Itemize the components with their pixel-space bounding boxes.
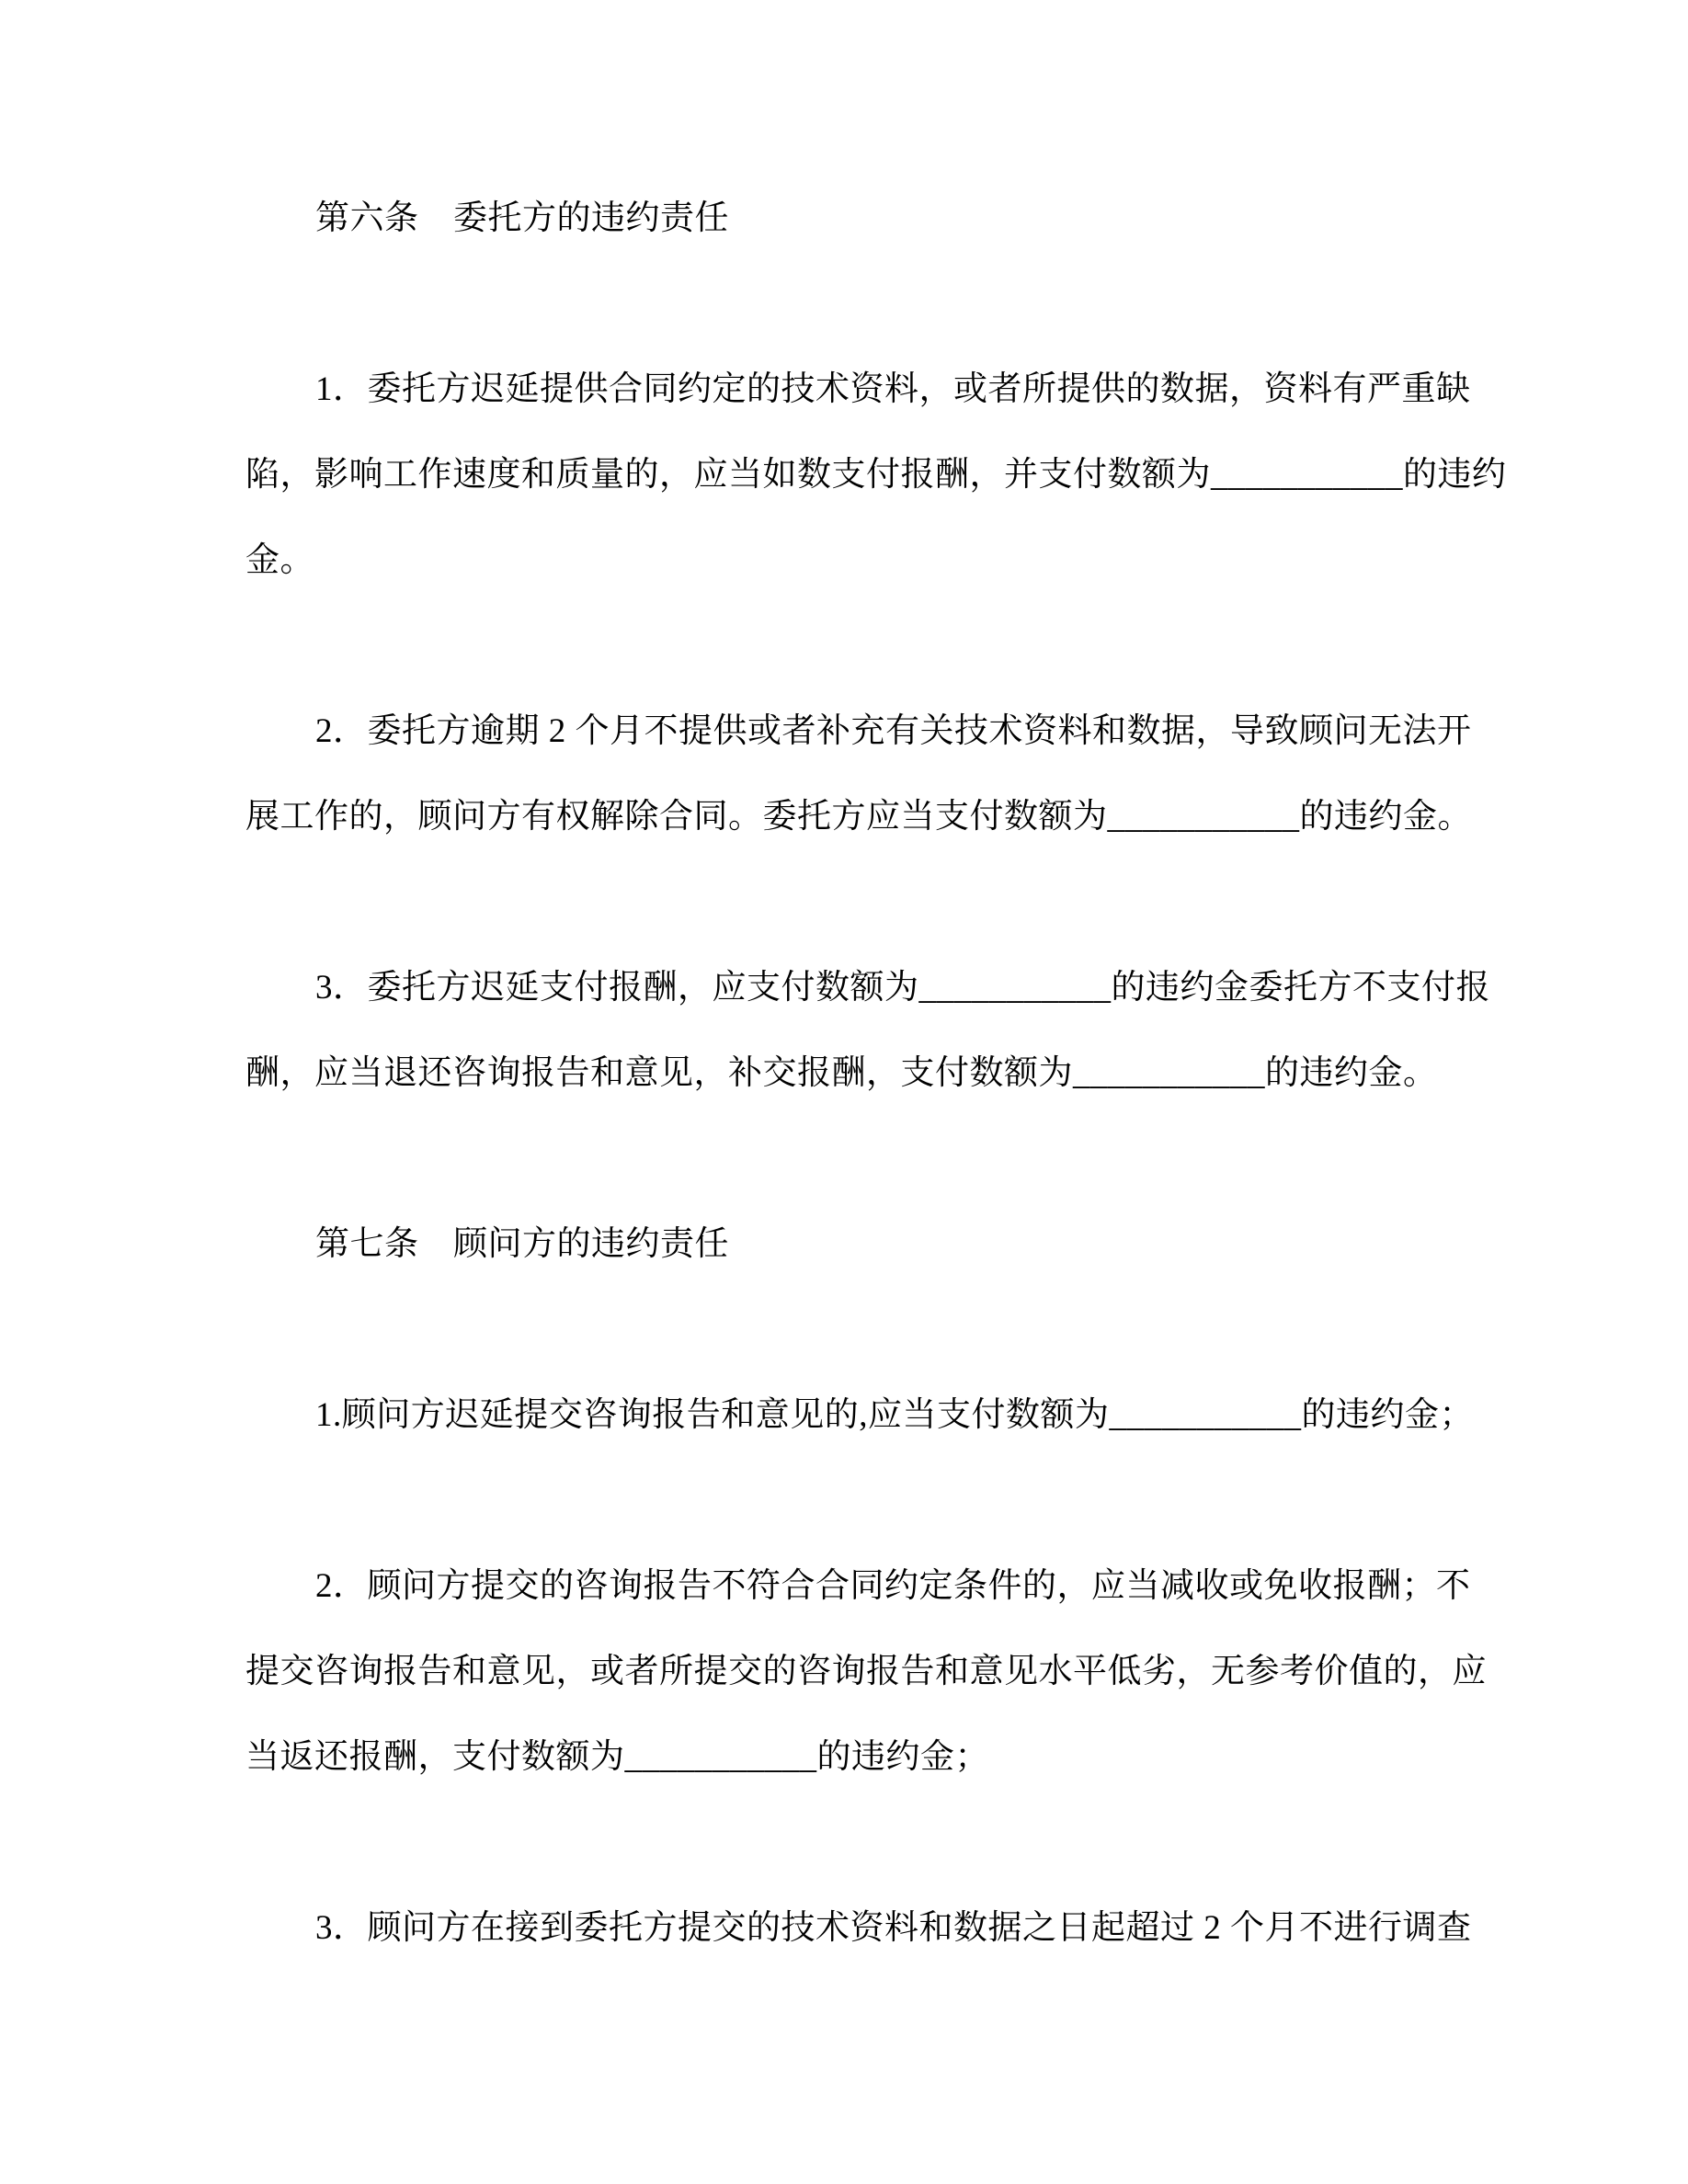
contract-paragraph: [245, 688, 1472, 859]
text-line: 2．委托方逾期 2 个月不提供或者补充有关技术资料和数据，导致顾问无法开: [315, 712, 1472, 750]
text-line: 陷，影响工作速度和质量的，应当如数支付报酬，并支付数额为___________的违约: [245, 456, 1507, 494]
heading-text: 第六条 委托方的违约责任: [315, 199, 729, 237]
contract-paragraph: [245, 1885, 1472, 1971]
text-line: 1.顾问方迟延提交咨询报告和意见的,应当支付数额为___________的违约金；: [315, 1396, 1474, 1434]
text-line: 酬，应当退还咨询报告和意见，补交报酬，支付数额为___________的违约金。: [245, 1054, 1438, 1092]
contract-paragraph: [245, 1543, 1487, 1800]
text-line: 当返还报酬，支付数额为___________的违约金；: [245, 1738, 989, 1776]
article-heading: [245, 176, 1458, 261]
article-heading: [245, 1201, 1458, 1287]
text-line: 3．顾问方在接到委托方提交的技术资料和数据之日起超过 2 个月不进行调查: [315, 1909, 1472, 1947]
contract-paragraph: [245, 347, 1507, 603]
text-line: 2．顾问方提交的咨询报告不符合合同约定条件的，应当减收或免收报酬；不: [315, 1567, 1471, 1605]
heading-text: 第七条 顾问方的违约责任: [315, 1225, 729, 1263]
text-line: 展工作的，顾问方有权解除合同。委托方应当支付数额为___________的违约金。: [245, 798, 1472, 836]
contract-paragraph: [245, 945, 1490, 1116]
text-line: 3．委托方迟延支付报酬，应支付数额为___________的违约金委托方不支付报: [315, 969, 1490, 1007]
contract-paragraph: [245, 1372, 1474, 1458]
text-line: 金。: [245, 541, 314, 579]
text-line: 1．委托方迟延提供合同约定的技术资料，或者所提供的数据，资料有严重缺: [315, 370, 1471, 408]
text-line: 提交咨询报告和意见，或者所提交的咨询报告和意见水平低劣，无参考价值的，应: [245, 1653, 1487, 1690]
